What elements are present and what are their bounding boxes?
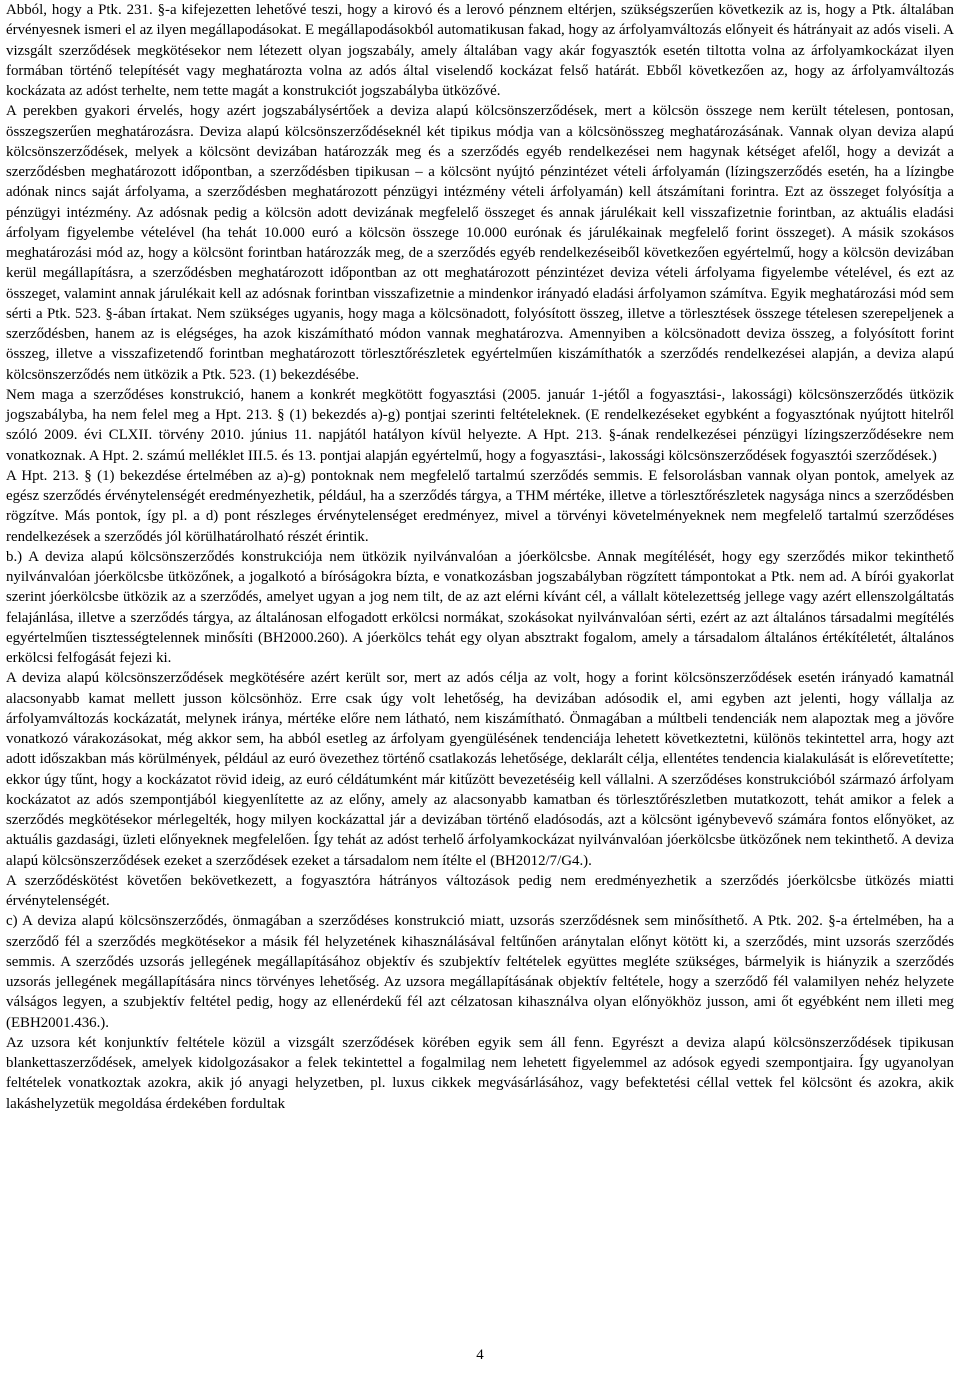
page-number: 4 bbox=[476, 1347, 484, 1363]
paragraph: c) A deviza alapú kölcsönszerződés, önmagában a szerződéses konstrukció miatt, uzsorás szerződésnek sem minősíthető. A Ptk. 202. §-a értelmében, ha a szerződő fél a szerződés megkötésekor a másik fél helyzetének kihasználásával feltűnően aránytalan előnyt kötött ki, a szerződés, mint uzsorás szerződés semmis. A szerződés uzsorás jellegének megállapításához objektív és szubjektív feltételek együttes megléte szükséges, bármelyik is hiányzik a szerződés uzsorás jellegének megállapítására nincs törvényes lehetőség. Az uzsora megállapításának objektív feltétele, hogy a szerződő fél valamilyen nehéz helyzete válságos legyen, a szubjektív feltétel pedig, hogy az ellenérdekű fél azt célzatosan kihasználva olyan előnyökhöz jusson, ami őt egyébként nem illeti meg (EBH2001.436.). bbox=[6, 913, 954, 1031]
paragraph: A deviza alapú kölcsönszerződések megkötésére azért került sor, mert az adós célja az volt, hogy a forint kölcsönszerződések esetén irányadó kamatnál alacsonyabb kamat mellett jusson kölcsönhöz. Erre csak úgy volt lehetőség, ha devizában adósodik el, ami egyben azt jelenti, hogy vállalja az árfolyamváltozás kockázatát, melynek iránya, mértéke előre nem látható, nem kiszámítható. Önmagában a múltbeli tendenciák nem alapoztak meg a jövőre vonatkozó várakozásokat, még akkor sem, ha abból esetleg az árfolyam gyengülésének tendenciája lehetett következtetni, különös tekintettel arra, hogy azt adott időszakban más körülmények, például az euró övezethez történő csatlakozás lehetősége, deklarált célja, ellentétes tendencia kialakulását is előrevetítette; ekkor úgy tűnt, hogy a kockázatot rövid ideig, az euró céldátumként már kitűzött bevezetéséig kell vállalni. A szerződéses konstrukcióból származó árfolyam kockázatot az adós szempontjából kiegyenlítette az az előny, amely az alacsonyabb kamatban és törlesztőrészletben mutatkozott, tehát amikor a felek a szerződés megkötésekor mérlegelték, hogy milyen kockázattal jár a devizában történő eladósodás, azt a kölcsönt igénybevevő számára fontos előnyöket, az aktuális gazdasági, üzleti előnyeknek megfelelően. Így tehát az adóst terhelő árfolyamkockázat nyilvánvalóan jóerkölcsbe ütközőnek nem tekinthető. A deviza alapú kölcsönszerződések ezeket a szerződések ezeket a társadalom nem ítélte el (BH2012/7/G4.). bbox=[6, 670, 954, 869]
paragraph: Az uzsora két konjunktív feltétele közül a vizsgált szerződések körében egyik sem áll fenn. Egyrészt a deviza alapú kölcsönszerződések tipikusan blankettaszerződések, amelyek kidolgozásakor a felek tekintettel a fogalmilag nem lehetett figyelemmel az adósok egyedi szempontjaira. Így ugyanolyan feltételek vonatkoztak azokra, akik jó anyagi helyzetben, pl. luxus cikkek megvásárlásához, vagy befektetési céllal vettek fel kölcsönt és azokra, akik lakáshelyzetük megoldása érdekében fordultak bbox=[6, 1034, 954, 1112]
paragraph: b.) A deviza alapú kölcsönszerződés konstrukciója nem ütközik nyilvánvalóan a jóerkölcsbe. Annak megítélését, hogy egy szerződés mikor tekinthető nyilvánvalóan jóerkölcsbe ütközőnek, a jogalkotó a bíróságokra bízta, e vonatkozásban jogszabályban rögzített támpontokat a Ptk. nem ad. A bírói gyakorlat szerint jóerkölcsbe ütközik az a szerződés, amelyet ugyan a jog nem tilt, de az azt elérni kívánt cél, a vállalt kötelezettség jellege vagy azért ellenszolgáltatás felajánlása, illetve a szerződés tárgya, az általánosan elfogadott erkölcsi normákat, szokásokat nyilvánvalóan sérti, ezért az azt általános társadalmi megítélés egyértelműen tisztességtelennek minősíti (BH2000.260). A jóerkölcs tehát egy olyan absztrakt fogalom, amely a társadalom általános értékítéletét, általános erkölcsi felfogását fejezi ki. bbox=[6, 548, 954, 666]
paragraph: Abból, hogy a Ptk. 231. §-a kifejezetten lehetővé teszi, hogy a kirovó és a lerovó pénznem eltérjen, szükségszerűen következik az is, hogy a Ptk. általában érvényesnek ismeri el az ilyen megállapodásokat. E megállapodásokból automatikusan fakad, hogy az árfolyamváltozás előnyeit és hátrányait az adós viseli. A vizsgált szerződések megkötésekor nem létezett olyan jogszabály, amely általában vagy akár fogyasztók esetén tiltotta volna az árfolyamkockázat ilyen formában történő telepítését vagy meghatározta volna az adós által viselendő kockázat felső határát. Ebből következően az, hogy az árfolyamváltozás kockázata az adóst terhelte, nem tette magát a konstrukciót jogszabályba ütközővé. bbox=[6, 2, 954, 99]
body-text bbox=[6, 0, 954, 1114]
paragraph: A Hpt. 213. § (1) bekezdése értelmében az a)-g) pontoknak nem megfelelő tartalmú szerződés semmis. E felsorolásban vannak olyan pontok, amelyek az egész szerződés érvénytelenségét eredményezhetik, például, ha a szerződés tárgya, a THM mértéke, illetve a törlesztőrészletek nagysága nincs a szerződésben rögzítve. Más pontok, így pl. a d) pont részleges érvénytelenséget eredményez, mivel a törvényi követelményeknek nem megfelelő tartalmú szerződéses rendelkezések a szerződés jól körülhatárolható részét érintik. bbox=[6, 467, 954, 545]
paragraph: Nem maga a szerződéses konstrukció, hanem a konkrét megkötött fogyasztási (2005. január 1-jétől a fogyasztási-, lakossági) kölcsönszerződés ütközik jogszabályba, ha nem felel meg a Hpt. 213. § (1) bekezdés a)-g) pontjai szerinti feltételeknek. (E rendelkezéseket egybként a fogyasztónak nyújtott hitelről szóló 2009. évi CLXII. törvény 2010. június 11. napjától hatályon kívül helyezte. A Hpt. 213. §-ának rendelkezései pénzügyi lízingszerződésekre nem vonatkoznak. A Hpt. 2. számú melléklet III.5. és 13. pontjai alapján egyértelmű, hogy a fogyasztási-, lakossági kölcsönszerződések fogyasztói szerződések.) bbox=[6, 386, 954, 464]
paragraph: A szerződéskötést követően bekövetkezett, a fogyasztóra hátrányos változások pedig nem eredményezhetik a szerződés jóerkölcsbe ütközés miatti érvénytelenségét. bbox=[6, 872, 954, 909]
paragraph: A perekben gyakori érvelés, hogy azért jogszabálysértőek a deviza alapú kölcsönszerződések, mert a kölcsön összege nem került tételesen, pontosan, összegszerűen meghatározásra. Deviza alapú kölcsönszerződéseknél két tipikus módja van a kölcsönösszeg meghatározásának. Vannak olyan deviza alapú kölcsönszerződések, melyek a kölcsönt devizában határozzák meg és a szerződés egyéb rendelkezései nem hagynak kétséget afelől, hogy a devizát a szerződésben meghatározott időpontban, a szerződésben tipikusan – a kölcsönt nyújtó pénzintézet vételi árfolyamán (lízingszerződés esetén, ha a lízingbe adónak nincs saját árfolyama, a szerződésben meghatározott pénzügyi intézmény vételi árfolyamán) kell átszámítani forintra. Ezt az összeget folyósítja a pénzügyi intézmény. Az adósnak pedig a kölcsön adott devizának megfelelő összeget és annak járulékait kell visszafizetnie forintban, az aktuális eladási árfolyam figyelembe vételével (ha tehát 10.000 euró a kölcsön összege 10.000 eurónak és járulékainak megfelelő forint összeget). A másik szokásos meghatározási mód az, hogy a kölcsönt forintban határozzák meg, de a szerződés egyéb rendelkezéseiből következően egyértelmű, hogy a kölcsön devizában kerül megállapításra, a szerződésben meghatározott időpontban az ott meghatározott pénzintézet deviza vételi árfolyama figyelembe vételével, és ezt az összeget, valamint annak járulékait kell az adósnak forintban visszafizetnie a mindenkor irányadó eladási árfolyamon számítva. Egyik meghatározási mód sem sérti a Ptk. 523. §-ában írtakat. Nem szükséges ugyanis, hogy maga a kölcsönadott, folyósított összeg, illetve a törlesztések összege tételesen szerepeljenek a szerződésben, hanem az is elégséges, ha azok kiszámítható módon vannak meghatározva. Amennyiben a kölcsönadott deviza összeg, a folyósított forint összeg, illetve a visszafizetendő forintban meghatározott törlesztőrészletek egyértelműen kiszámíthatók a szerződés rendelkezései alapján, a deviza alapú kölcsönszerződés nem ütközik a Ptk. 523. (1) bekezdésébe. bbox=[6, 103, 954, 383]
